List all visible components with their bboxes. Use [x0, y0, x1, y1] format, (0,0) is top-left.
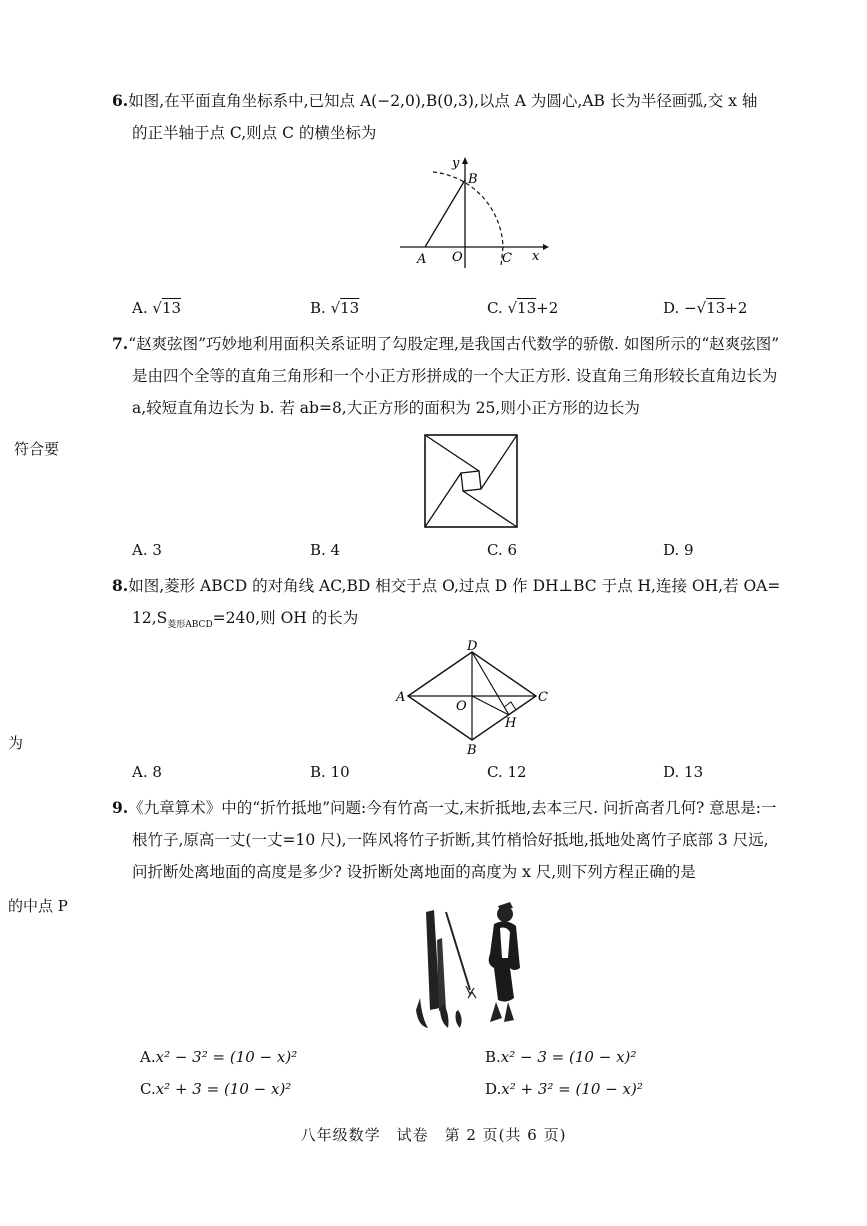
q6-text-line2: 的正半轴于点 C,则点 C 的横坐标为: [132, 124, 377, 142]
q6-line1: [112, 90, 757, 112]
margin-note-3: 的中点 P: [8, 897, 68, 915]
q9-option-d-expr: x² + 3² = (10 − x)²: [501, 1080, 643, 1098]
q9-option-c-letter: C.: [140, 1080, 156, 1098]
q7-option-c: C. 6: [487, 541, 518, 559]
q6-option-b: B. √13: [310, 299, 360, 317]
q8-label-a: A: [396, 690, 406, 705]
q8-number: 8.: [112, 576, 129, 595]
q6-option-b-radicand: 13: [340, 299, 360, 317]
q8-subscript: 菱形ABCD: [167, 620, 213, 631]
q7-text-line1: “赵爽弦图”巧妙地利用面积关系证明了勾股定理,是我国古代数学的骄傲. 如图所示的“赵爽弦图”: [128, 335, 780, 353]
q8-text-line2-a: 12,S: [132, 609, 168, 627]
q6-option-a: A. √13: [132, 299, 182, 317]
margin-note-2: 为: [8, 734, 24, 752]
q8-rhombus-figure: [392, 638, 552, 756]
q6-label-x: x: [532, 249, 540, 264]
q6-text-line1: 如图,在平面直角坐标系中,已知点 A(−2,0),B(0,3),以点 A 为圆心,AB 长为半径画弧,交 x 轴: [128, 92, 758, 110]
q9-text-line1: 《九章算术》中的“折竹抵地”问题:今有竹高一丈,末折抵地,去本三尺. 问折高者几何? 意思是:一: [128, 799, 777, 817]
q7-number: 7.: [112, 334, 129, 353]
q9-option-b-letter: B.: [485, 1048, 501, 1066]
q9-number: 9.: [112, 798, 129, 817]
q8-option-a: A. 8: [132, 763, 162, 781]
q9-option-c: [140, 1080, 291, 1098]
q7-option-b: B. 4: [310, 541, 341, 559]
q9-option-a-expr: x² − 3² = (10 − x)²: [155, 1048, 298, 1066]
q8-label-d: D: [467, 639, 478, 654]
q6-option-c-letter: C.: [487, 299, 503, 317]
page-footer: 八年级数学 试卷 第 2 页(共 6 页): [300, 1126, 567, 1144]
q7-text-line2: 是由四个全等的直角三角形和一个小正方形拼成的一个大正方形. 设直角三角形较长直角边长为: [132, 367, 778, 385]
q8-text-line2-b: =240,则 OH 的长为: [212, 609, 359, 627]
q8-text-line1: 如图,菱形 ABCD 的对角线 AC,BD 相交于点 O,过点 D 作 DH⊥BC 于点 H,连接 OH,若 OA=: [128, 577, 781, 595]
q9-bamboo-illustration: [410, 898, 535, 1033]
q6-option-a-radicand: 13: [161, 299, 182, 317]
q6-option-d: D. −√13+2: [663, 299, 748, 317]
q6-option-c-radicand: 13: [517, 299, 537, 317]
q9-option-d-letter: D.: [485, 1080, 502, 1098]
q8-option-d: D. 13: [663, 763, 704, 781]
q6-option-d-letter: D.: [663, 299, 680, 317]
q6-label-c: C: [502, 251, 512, 266]
q6-option-b-letter: B.: [310, 299, 326, 317]
q7-option-a: A. 3: [132, 541, 162, 559]
q9-option-b-expr: x² − 3 = (10 − x)²: [500, 1048, 637, 1066]
q8-label-h: H: [505, 716, 517, 731]
q8-option-c: C. 12: [487, 763, 527, 781]
q9-option-a: [140, 1048, 297, 1066]
q8-line1: [112, 575, 780, 597]
q9-option-a-letter: A.: [140, 1048, 156, 1066]
q9-option-d: [485, 1080, 643, 1098]
q7-option-d: D. 9: [663, 541, 694, 559]
q9-option-c-expr: x² + 3 = (10 − x)²: [155, 1080, 292, 1098]
q9-text-line2: 根竹子,原高一丈(一丈=10 尺),一阵风将竹子折断,其竹梢恰好抵地,抵地处离竹子底部 3 尺远,: [132, 831, 769, 849]
q8-label-c: C: [538, 690, 548, 705]
q8-option-b: B. 10: [310, 763, 350, 781]
q8-label-b: B: [467, 743, 477, 756]
q9-line1: [112, 797, 776, 819]
margin-note-1: 符合要: [14, 440, 60, 458]
q8-label-o: O: [456, 699, 467, 714]
q8-line2: [132, 607, 358, 636]
q6-option-c-suffix: +2: [536, 299, 559, 317]
q6-option-d-suffix: +2: [725, 299, 748, 317]
q6-label-a: A: [417, 252, 427, 267]
q9-option-b: [485, 1048, 636, 1066]
q6-label-b: B: [468, 172, 478, 187]
q6-number: 6.: [112, 91, 129, 110]
q9-text-line3: 问折断处离地面的高度是多少? 设折断处离地面的高度为 x 尺,则下列方程正确的是: [132, 863, 696, 881]
q6-option-a-letter: A.: [132, 299, 148, 317]
q6-option-d-radicand: 13: [706, 299, 726, 317]
q6-label-y: y: [452, 156, 460, 171]
q7-line1: [112, 333, 779, 355]
q6-option-c: C. √13+2: [487, 299, 559, 317]
q6-coordinate-figure: [395, 150, 555, 270]
q7-text-line3: a,较短直角边长为 b. 若 ab=8,大正方形的面积为 25,则小正方形的边长为: [132, 399, 640, 417]
q6-option-d-prefix: −: [684, 299, 697, 317]
q6-label-o: O: [452, 250, 463, 265]
q7-zhao-shuang-figure: [422, 432, 520, 530]
